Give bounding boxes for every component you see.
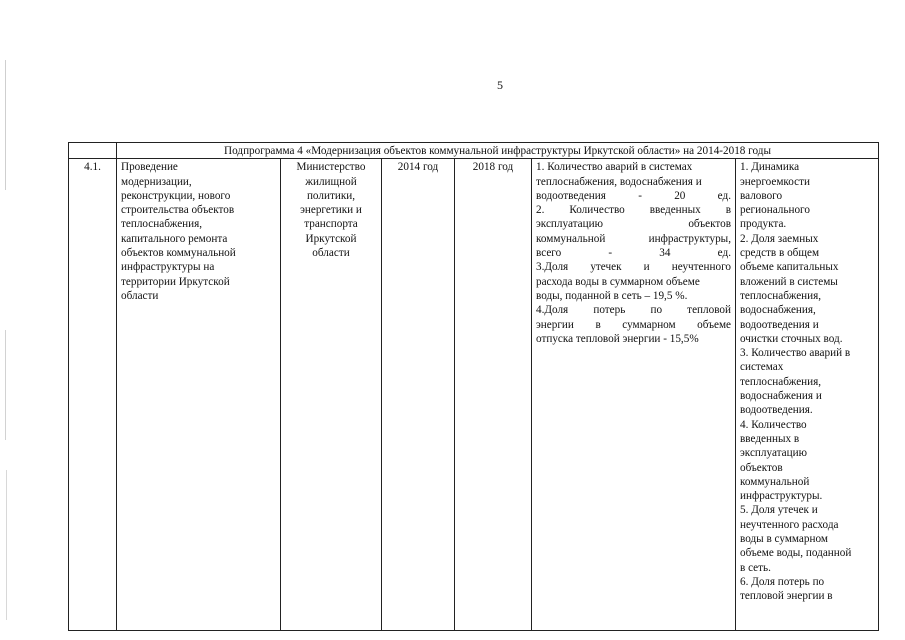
target-indicators-cell [736, 159, 879, 631]
scan-edge-mark [6, 470, 7, 620]
results-line: всего - 34 ед. [536, 247, 731, 260]
event-name-line: области [121, 289, 159, 302]
indicator-line: водоснабжения, [740, 304, 816, 317]
indicator-line: объеме капитальных [740, 261, 839, 274]
results-line: отпуска тепловой энергии - 15,5% [536, 332, 699, 345]
page-number: 5 [497, 78, 503, 92]
indicator-line: введенных в [740, 432, 800, 445]
event-name-line: объектов коммунальной [121, 247, 236, 260]
indicator-line: 5. Доля утечек и [740, 504, 818, 517]
event-name-line: реконструкции, нового [121, 189, 231, 202]
event-name-line: инфраструктуры на [121, 261, 215, 274]
event-name-line: теплоснабжения, [121, 218, 203, 231]
indicator-line: в сеть. [740, 561, 771, 574]
indicator-line: неучтенного расхода [740, 518, 839, 531]
indicator-line: 2. Доля заемных [740, 232, 819, 245]
responsible-executor-cell [281, 159, 382, 631]
indicator-line: воды в суммарном [740, 533, 828, 546]
indicator-line: водоотведения. [740, 404, 813, 417]
event-name-line: модернизации, [121, 175, 192, 188]
row-number: 4.1. [69, 159, 117, 631]
indicator-line: средств в общем [740, 247, 820, 260]
header-blank-cell [69, 143, 117, 159]
results-line: энергии в суммарном объеме [536, 318, 731, 331]
indicator-line: 1. Динамика [740, 161, 800, 174]
end-year: 2018 год [455, 159, 532, 631]
event-name-line: территории Иркутской [121, 275, 230, 288]
responsible-line: Министерство [296, 161, 366, 174]
indicator-line: водоснабжения и [740, 390, 822, 403]
indicator-line: регионального [740, 204, 810, 217]
event-name-cell [117, 159, 281, 631]
results-line: 3.Доля утечек и неучтенного [536, 261, 731, 274]
responsible-line: области [312, 247, 350, 260]
results-line: 1. Количество аварий в системах [536, 161, 693, 174]
event-name-line: Проведение [121, 161, 178, 174]
results-line: водоотведения - 20 ед. [536, 189, 731, 202]
program-table [68, 142, 879, 631]
table-row [69, 159, 879, 631]
start-year: 2014 год [382, 159, 455, 631]
results-line: 2. Количество введенных в [536, 204, 731, 217]
results-line: 4.Доля потерь по тепловой [536, 304, 731, 317]
indicator-line: 4. Количество [740, 418, 807, 431]
indicator-line: теплоснабжения, [740, 289, 822, 302]
responsible-line: энергетики и [300, 204, 362, 217]
expected-results-cell [532, 159, 736, 631]
indicator-line: продукта. [740, 218, 787, 231]
event-name-line: капитального ремонта [121, 232, 228, 245]
responsible-line: транспорта [304, 218, 358, 231]
indicator-line: энергоемкости [740, 175, 811, 188]
indicator-line: объеме воды, поданной [740, 547, 852, 560]
results-line: коммунальной инфраструктуры, [536, 232, 731, 245]
event-name-line: строительства объектов [121, 204, 235, 217]
indicator-line: объектов [740, 461, 783, 474]
indicator-line: 6. Доля потерь по [740, 575, 825, 588]
scan-edge-mark [5, 60, 6, 190]
indicator-line: тепловой энергии в [740, 590, 833, 603]
responsible-line: политики, [306, 189, 356, 202]
indicator-line: 3. Количество аварий в [740, 347, 851, 360]
responsible-line: Иркутской [305, 232, 357, 245]
results-line: теплоснабжения, водоснабжения и [536, 175, 702, 188]
responsible-line: жилищной [305, 175, 357, 188]
results-line: эксплуатацию объектов [536, 218, 731, 231]
subprogram-header-row [69, 143, 879, 159]
results-line: расхода воды в суммарном объеме [536, 275, 700, 288]
indicator-line: валового [740, 189, 783, 202]
indicator-line: инфраструктуры. [740, 490, 823, 503]
scan-edge-mark [5, 330, 6, 440]
results-line: воды, поданной в сеть – 19,5 %. [536, 289, 688, 302]
indicator-line: вложений в системы [740, 275, 838, 288]
indicator-line: водоотведения и [740, 318, 819, 331]
indicator-line: коммунальной [740, 475, 810, 488]
subprogram-title: Подпрограмма 4 «Модернизация объектов коммунальной инфраструктуры Иркутской области» на 2014-2018 годы [117, 143, 879, 159]
indicator-line: эксплуатацию [740, 447, 807, 460]
indicator-line: теплоснабжения, [740, 375, 822, 388]
indicator-line: системах [740, 361, 784, 374]
indicator-line: очистки сточных вод. [740, 332, 843, 345]
